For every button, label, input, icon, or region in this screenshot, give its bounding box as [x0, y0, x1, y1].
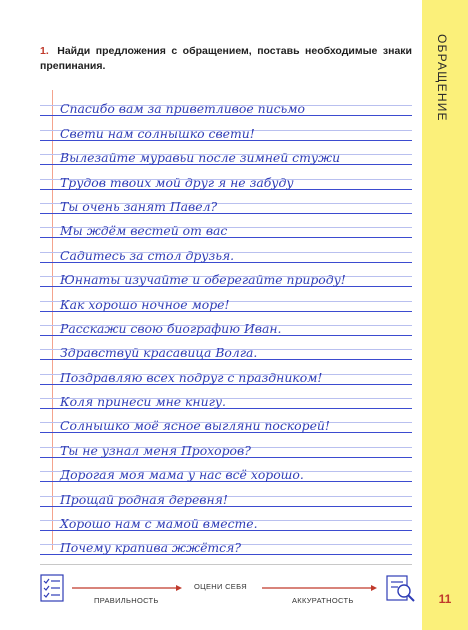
exercise-line[interactable] [40, 364, 412, 388]
handwritten-sentence: Поздравляю всех подруг с праздником! [60, 369, 323, 385]
exercise-line[interactable] [40, 486, 412, 510]
task-number: 1. [40, 45, 49, 57]
handwritten-sentence: Свети нам солнышко свети! [60, 125, 255, 141]
handwritten-sentence: Ты очень занят Павел? [60, 198, 218, 214]
checklist-icon [40, 574, 66, 602]
handwritten-sentence: Расскажи свою биографию Иван. [60, 320, 282, 336]
exercise-line[interactable] [40, 169, 412, 193]
exercise-line[interactable] [40, 340, 412, 364]
handwritten-sentence: Ты не узнал меня Прохоров? [60, 442, 251, 458]
exercise-line[interactable] [40, 511, 412, 535]
footer-divider [40, 564, 412, 565]
exercise-line[interactable] [40, 316, 412, 340]
exercise-line[interactable] [40, 437, 412, 461]
handwritten-sentence: Юннаты изучайте и оберегайте природу! [60, 272, 346, 288]
exercise-line[interactable] [40, 413, 412, 437]
handwritten-sentence: Почему крапива жжётся? [60, 540, 241, 556]
task-text: Найди предложения с обращением, поставь необходимые знаки препинания. [40, 45, 412, 72]
exercise-line[interactable] [40, 194, 412, 218]
exercise-line[interactable] [40, 389, 412, 413]
handwritten-sentence: Как хорошо ночное море! [60, 296, 230, 312]
handwritten-sentence: Мы ждём вестей от вас [60, 223, 228, 239]
exercise-line[interactable] [40, 218, 412, 242]
exercise-line[interactable] [40, 242, 412, 266]
page-number: 11 [438, 592, 452, 606]
handwritten-sentence: Прощай родная деревня! [60, 491, 228, 507]
handwritten-sentence: Садитесь за стол друзья. [60, 247, 235, 263]
exercise-line[interactable] [40, 462, 412, 486]
handwritten-sentence: Спасибо вам за приветливое письмо [60, 101, 305, 117]
exercise-line[interactable] [40, 96, 412, 120]
handwritten-sentence: Трудов твоих мой друг я не забуду [60, 174, 294, 190]
exercise-line[interactable] [40, 145, 412, 169]
handwritten-sentence: Хорошо нам с мамой вместе. [60, 516, 258, 532]
exercise-lines [40, 96, 412, 559]
handwritten-sentence: Солнышко моё ясное выгляни поскорей! [60, 418, 330, 434]
correctness-label: ПРАВИЛЬНОСТЬ [94, 596, 159, 605]
section-sidebar [422, 0, 468, 630]
self-assessment-label: ОЦЕНИ СЕБЯ [194, 582, 247, 591]
exercise-line[interactable] [40, 267, 412, 291]
right-arrow [262, 585, 377, 591]
neatness-label: АККУРАТНОСТЬ [292, 596, 354, 605]
section-title: ОБРАЩЕНИЕ [435, 34, 449, 122]
handwritten-sentence: Здравствуй красавица Волга. [60, 345, 258, 361]
exercise-line[interactable] [40, 120, 412, 144]
magnifier-icon [386, 575, 416, 603]
left-arrow [72, 585, 182, 591]
handwritten-sentence: Дорогая моя мама у нас всё хорошо. [60, 467, 304, 483]
handwritten-sentence: Вылезайте муравьи после зимней стужи [60, 150, 341, 166]
exercise-line[interactable] [40, 535, 412, 559]
exercise-line[interactable] [40, 291, 412, 315]
handwritten-sentence: Коля принеси мне книгу. [60, 394, 226, 410]
task-instruction [40, 44, 412, 74]
